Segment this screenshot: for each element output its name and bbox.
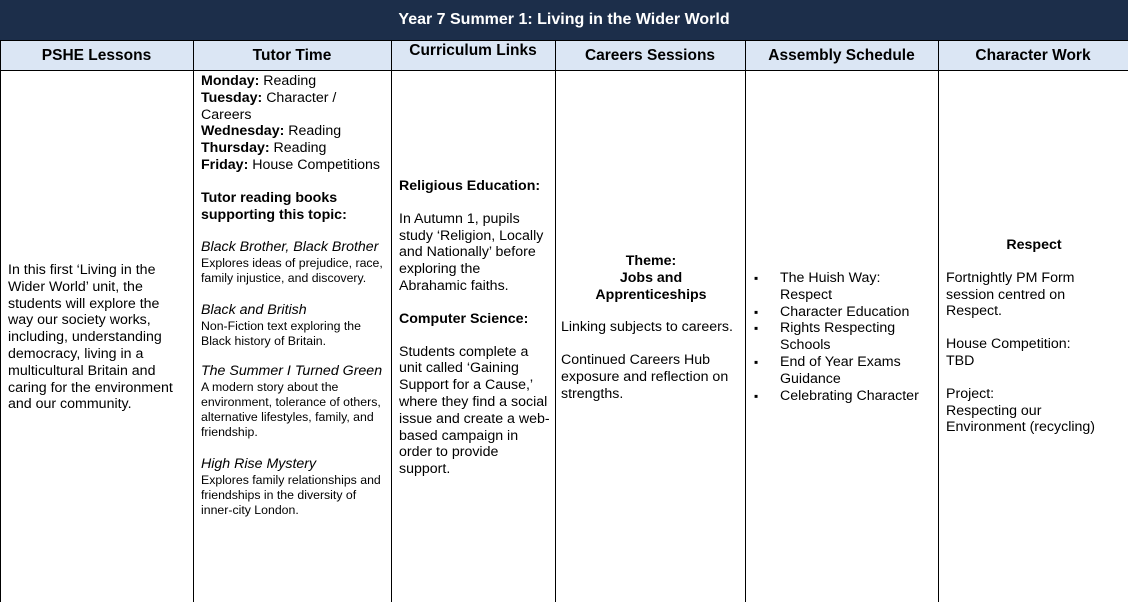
schedule-item: Friday: House Competitions (201, 156, 381, 173)
header-character: Character Work (975, 46, 1091, 64)
computer-science-text: Students complete a unit called ‘Gaining Support for a Cause,’ where they find a social issue and create a web-based campaign in order to provide support. (399, 343, 550, 478)
book-description: Non-Fiction text exploring the Black history of Britain. (201, 318, 361, 348)
book-title: Black and British (201, 302, 307, 319)
assembly-item: ▪ Celebrating Character (754, 388, 934, 405)
curriculum-cell (399, 178, 551, 478)
character-project: Project: Respecting our Environment (recycling) (946, 385, 1096, 436)
column-divider (391, 40, 392, 602)
religious-education-text: In Autumn 1, pupils study ‘Religion, Locally and Nationally’ before exploring the Abrahamic faiths. (399, 210, 544, 294)
book-description: A modern story about the environment, tolerance of others, alternative lifestyles, family, and friendship. (201, 379, 381, 439)
column-divider (193, 40, 194, 602)
book-description: Explores family relationships and friendships in the diversity of inner-city London. (201, 472, 381, 517)
column-divider (0, 40, 1, 602)
books-heading: Tutor reading books supporting this topic: (201, 189, 347, 223)
book-entry (201, 302, 387, 349)
book-title: The Summer I Turned Green (201, 362, 383, 379)
character-text: Fortnightly PM Form session centred on Respect. (946, 269, 1075, 320)
tutor-time-cell (201, 73, 387, 518)
careers-text: Linking subjects to careers. (561, 319, 733, 336)
book-title: High Rise Mystery (201, 455, 317, 472)
character-house-competition: House Competition: TBD (946, 336, 1071, 369)
header-careers: Careers Sessions (584, 46, 716, 64)
page-title: Year 7 Summer 1: Living in the Wider World (0, 0, 1128, 40)
book-entry (201, 456, 387, 518)
column-divider (938, 40, 939, 602)
column-divider (555, 40, 556, 602)
character-cell (946, 237, 1122, 436)
column-header-row (0, 40, 1128, 71)
careers-text: Continued Careers Hub exposure and reflection on strengths. (561, 352, 729, 402)
book-title: Black Brother, Black Brother (201, 239, 379, 256)
book-entry (201, 239, 387, 286)
pshe-description: In this first ‘Living in the Wider World’ unit, the students will explore the way our society works, including, understanding democracy, living in a multicultural Britain and caring for the environment and our community. (8, 262, 173, 413)
header-tutor-time: Tutor Time (252, 46, 332, 64)
schedule-item: Monday: Reading (201, 73, 317, 89)
schedule-item: Tuesday: Character / Careers (201, 89, 337, 123)
assembly-item: ▪ Rights Respecting Schools (754, 320, 934, 354)
schedule-item: Wednesday: Reading (201, 123, 342, 140)
careers-theme: Jobs and Apprenticeships (595, 269, 707, 303)
character-heading: Respect (1006, 237, 1062, 253)
careers-cell (561, 253, 741, 403)
book-entry (201, 363, 387, 440)
column-divider (745, 40, 746, 602)
religious-education-heading: Religious Education: (399, 178, 541, 194)
header-assembly: Assembly Schedule (768, 46, 915, 64)
book-description: Explores ideas of prejudice, race, family injustice, and discovery. (201, 256, 383, 286)
tutor-schedule (201, 73, 387, 174)
assembly-list (754, 270, 934, 404)
careers-theme-label: Theme: (625, 253, 677, 269)
assembly-item: ▪ End of Year Exams Guidance (754, 354, 934, 388)
schedule-item: Thursday: Reading (201, 140, 327, 157)
computer-science-heading: Computer Science: (399, 310, 529, 327)
header-pshe: PSHE Lessons (41, 46, 152, 64)
header-curriculum-links: Curriculum Links (409, 42, 537, 59)
assembly-item: ▪ Character Education (754, 304, 934, 321)
assembly-cell (754, 270, 934, 404)
assembly-item: ▪ The Huish Way: Respect (754, 270, 934, 304)
